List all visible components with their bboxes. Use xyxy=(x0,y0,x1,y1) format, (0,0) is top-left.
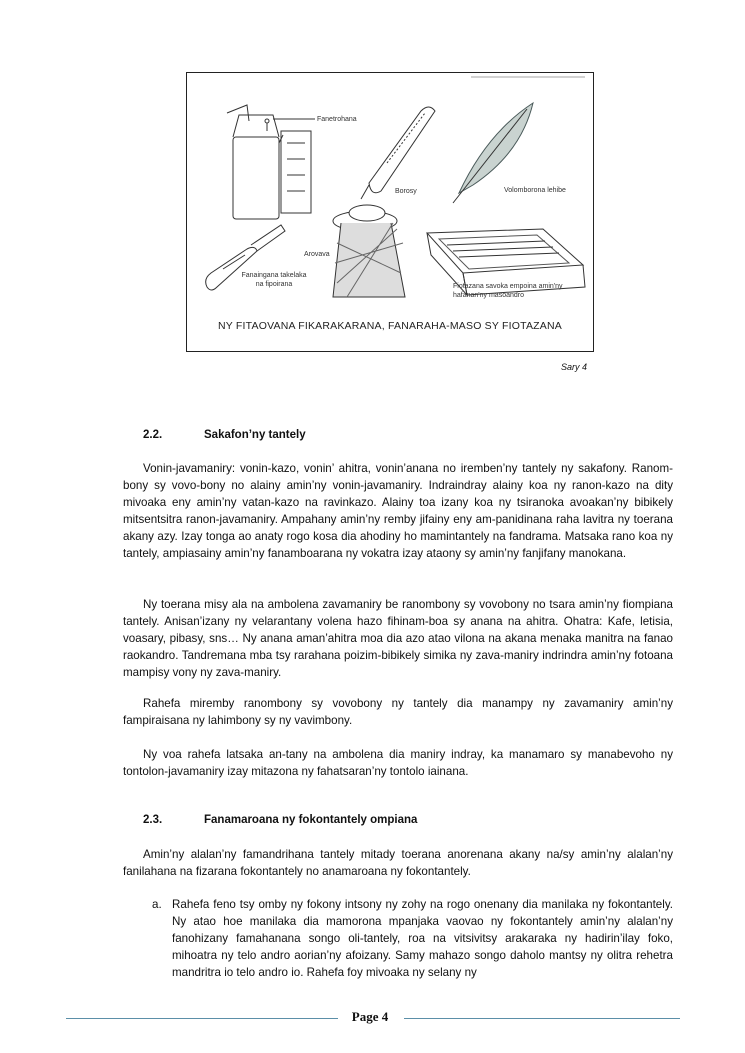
section-2-2-heading xyxy=(143,429,306,441)
figure-caption: Sary 4 xyxy=(560,362,587,372)
footer-rule-right xyxy=(404,1018,680,1019)
section-number: 2.3. xyxy=(143,814,163,826)
paragraph xyxy=(123,460,673,562)
figure-title: NY FITAOVANA FIKARAKARANA, FANARAHA-MASO SY FIOTAZANA xyxy=(218,320,562,332)
section-title: Fanamaroana ny fokontantely ompiana xyxy=(204,814,418,826)
page-number: Page 4 xyxy=(351,1009,389,1024)
figure-beekeeping-tools xyxy=(186,72,594,352)
paragraph-text: Vonin-javamaniry: vonin-kazo, vonin’ ahitra, vonin’anana no iremben’ny tantely ny sakafony. Ranom-bony sy vovo-bony no alainy amin’ny vonin-javamaniry. Indraindray alainy koa ny ranon-kazo na dity mivoaka eny amin’ny vatan-kazo na ravinkazo. Alainy toa izany koa ny tsiranoka avoakan’ny bibikely mitsentsitra ranon-javamaniry. Ampahany amin’ny remby jifainy eny am-panidinana raha lavitra ny toerana akany azy. Izay tonga ao anaty rogo kosa dia ahodiny ho mamintantely na fandrama. Matsaka rano koa ny tantely, ampiasainy amin’ny fanamboarana ny vokatra izay ataony sy amin’ny fanjifany manokana. xyxy=(123,462,673,560)
smoker-illustration xyxy=(227,105,315,219)
list-item xyxy=(152,896,673,981)
label-smoker: Fanetrohana xyxy=(317,116,357,123)
figure-illustration xyxy=(187,73,593,351)
paragraph-text: Amin’ny alalan’ny famandrihana tantely mitady toerana anorenana akany na/sy amin’ny alalan’ny fanilahana na fizarana fokontantely no anamaroana ny fokontantely. xyxy=(123,848,673,878)
section-title: Sakafon’ny tantely xyxy=(204,429,306,441)
paragraph xyxy=(123,596,673,681)
paragraph-text: Ny toerana misy ala na ambolena zavamaniry be ranombony sy vovobony no tsara amin’ny fiompiana tantely. Anisan’izany ny velarantany volena hazo fihinam-boa sy anana na ahitra. Ohatra: Kafe, letisia, voasary, pibasy, sns… Ny anana aman’ahitra moa dia azo atao vilona na akana menaka manitra na fanao raokandro. Tandremana mba tsy rarahana poizim-bibikely simika ny zava-maniry indrindra amin’ny fotoana mampisy vony ny zava-maniry. xyxy=(123,598,673,679)
paragraph-text: Rahefa miremby ranombony sy vovobony ny tantely dia manampy ny zavamaniry amin’ny fampiraisana ny lahimbony sy ny vavimbony. xyxy=(123,697,673,727)
label-hive-tool: Fanaingana takelaka na fipoirana xyxy=(241,272,307,288)
section-number: 2.2. xyxy=(143,429,163,441)
footer-rule-left xyxy=(66,1018,338,1019)
paragraph-text: Ny voa rahefa latsaka an-tany na ambolena dia maniry indray, ka manamaro sy manabevoho ny tontolon-javamaniry izay mitazona ny fahatsaran’ny tontolo iainana. xyxy=(123,748,673,778)
label-solar-box: Fiotazana savoka empoina amin'ny hafanan'ny masoandro xyxy=(453,283,563,299)
veil-illustration xyxy=(333,205,405,297)
label-feather: Volomborona lehibe xyxy=(504,187,566,194)
list-item-text: Rahefa feno tsy omby ny fokony intsony ny zohy na rogo onenany dia manilaka ny fokontantely. Ny atao hoe manilaka dia mamorona mpanjaka vaovao ny fokontantely amin’ny alalan’ny fanohizany famahanana songo oli-tantely, roa na vitsivitsy arakaraka ny hadirin’ilay foko, mihoatra ny telo andro aorian’ny afoizany. Samy mahazo songo daholo mantsy ny olitra rehetra mandritra io telo andro io. Rahefa foy mivoaka ny selany ny xyxy=(172,898,673,979)
paragraph xyxy=(123,746,673,780)
label-veil: Arovava xyxy=(304,251,330,258)
section-2-3-heading xyxy=(143,814,417,826)
list-marker: a. xyxy=(152,898,162,911)
brush-illustration xyxy=(361,107,435,199)
label-brush: Borosy xyxy=(395,188,417,195)
paragraph xyxy=(123,695,673,729)
paragraph xyxy=(123,846,673,880)
